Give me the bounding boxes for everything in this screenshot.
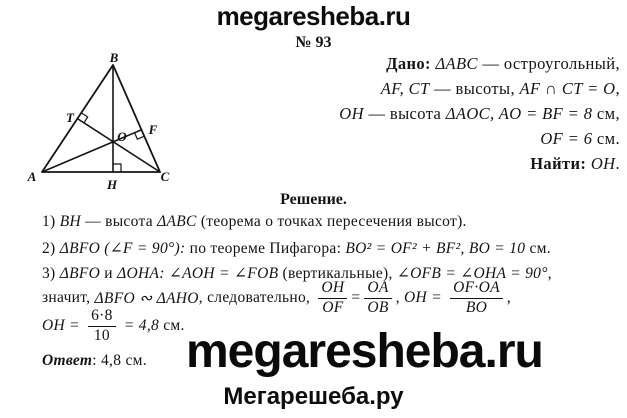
solution-step-1: 1) BH — высота ΔABC (теорема о точках пересечения высот). xyxy=(42,213,467,230)
watermark-small: Мегарешеба.ру xyxy=(223,383,404,410)
triangle-diagram xyxy=(10,50,215,195)
find-line: Найти: OH. xyxy=(530,154,620,173)
given-line-1: Дано: ΔABC — остроугольный, xyxy=(386,54,620,73)
answer-label: Ответ xyxy=(42,352,93,369)
foot-label-t: T xyxy=(66,110,74,125)
site-header: megaresheba.ru xyxy=(216,1,411,31)
solution-heading: Решение. xyxy=(280,191,347,208)
right-angle-mark-h xyxy=(113,164,121,172)
problem-number: № 93 xyxy=(295,34,332,51)
vertex-label-c: C xyxy=(160,169,170,184)
fraction-oh-of: $\frac{OH}{OF}$ xyxy=(318,280,347,316)
given-line-3: OH — высота ΔAOC, AO = BF = 8 см, xyxy=(339,104,620,123)
fraction-ofoa-bo: $\frac{OF\cdot OA}{BO}$ xyxy=(450,280,503,316)
watermark-large: megaresheba.ru xyxy=(186,325,543,378)
given-line-2: AF, CT — высоты, AF ∩ CT = O, xyxy=(380,79,620,98)
fraction-68-10: $\frac{6\cdot 8}{10}$ xyxy=(88,308,116,344)
fraction-oa-ob: $\frac{OA}{OB}$ xyxy=(364,280,391,316)
foot-label-f: F xyxy=(148,122,158,137)
foot-label-h: H xyxy=(106,177,118,192)
triangle-abc xyxy=(42,65,160,172)
orthocenter-label-o: O xyxy=(117,129,127,144)
solution-step-3: 3) ΔBFO и ΔOHA: ∠AOH = ∠FOB (вертикальные), ∠OFB = ∠OHA = 90°, xyxy=(42,265,552,282)
answer-line: Ответ: 4,8 см. xyxy=(42,352,147,369)
solution-step-5: OH = $\frac{6\cdot 8}{10}$ = 4,8 см. xyxy=(42,306,185,344)
given-block xyxy=(339,51,620,176)
given-line-4: OF = 6 см. xyxy=(540,129,620,148)
find-label: Найти: xyxy=(530,154,591,173)
given-label: Дано: xyxy=(386,54,436,73)
solution-step-2: 2) ΔBFO (∠F = 90°): по теореме Пифагора: BO² = OF² + BF², BO = 10 см. xyxy=(42,240,551,257)
vertex-label-b: B xyxy=(109,50,119,65)
solution-step-4: значит, ΔBFO ∾ ΔAHO , следовательно, $\frac{OH}{OF}$ = $\frac{OA}{OB}$ , OH = $\frac{OF\cdot OA}{BO}$ , xyxy=(42,278,512,316)
vertex-label-a: A xyxy=(27,169,37,184)
